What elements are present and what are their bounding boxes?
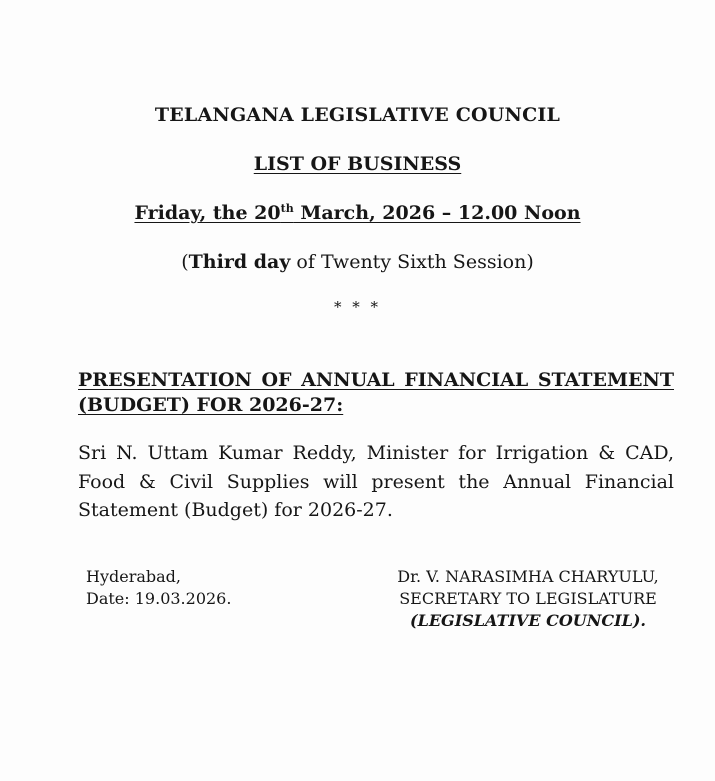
document-title: LIST OF BUSINESS <box>253 153 462 175</box>
sitting-date-prefix: Friday, the 20 <box>134 202 281 224</box>
council-name: TELANGANA LEGISLATIVE COUNCIL <box>154 104 561 126</box>
section-separator: * * * <box>333 298 382 316</box>
business-item-body <box>78 439 674 525</box>
sitting-date-ordinal: th <box>280 202 294 215</box>
sitting-date <box>0 202 715 224</box>
body-line-3: Statement (Budget) for 2026-27. <box>78 499 393 521</box>
business-item-heading <box>78 368 674 418</box>
heading-line-1: PRESENTATION OF ANNUAL FINANCIAL STATEMENT <box>78 369 674 391</box>
heading-line-2: (BUDGET) FOR 2026-27: <box>78 394 344 416</box>
session-info <box>0 251 715 273</box>
session-day: Third day <box>188 251 291 273</box>
body-line-1: Sri N. Uttam Kumar Reddy, Minister for Irrigation & CAD, <box>78 442 674 464</box>
session-rest: of Twenty Sixth Session) <box>290 251 534 273</box>
body-line-2: Food & Civil Supplies will present the Annual Financial <box>78 470 674 493</box>
sitting-date-suffix: March, 2026 – 12.00 Noon <box>293 202 581 224</box>
signatory-title: SECRETARY TO LEGISLATURE <box>399 589 657 608</box>
signatory-block <box>372 566 684 632</box>
signatory-name: Dr. V. NARASIMHA CHARYULU, <box>397 567 659 586</box>
issue-date: Date: 19.03.2026. <box>86 589 232 608</box>
place-and-date <box>86 566 231 610</box>
place: Hyderabad, <box>86 567 181 586</box>
signatory-department: (LEGISLATIVE COUNCIL). <box>410 611 646 630</box>
session-open-paren: ( <box>181 251 189 273</box>
